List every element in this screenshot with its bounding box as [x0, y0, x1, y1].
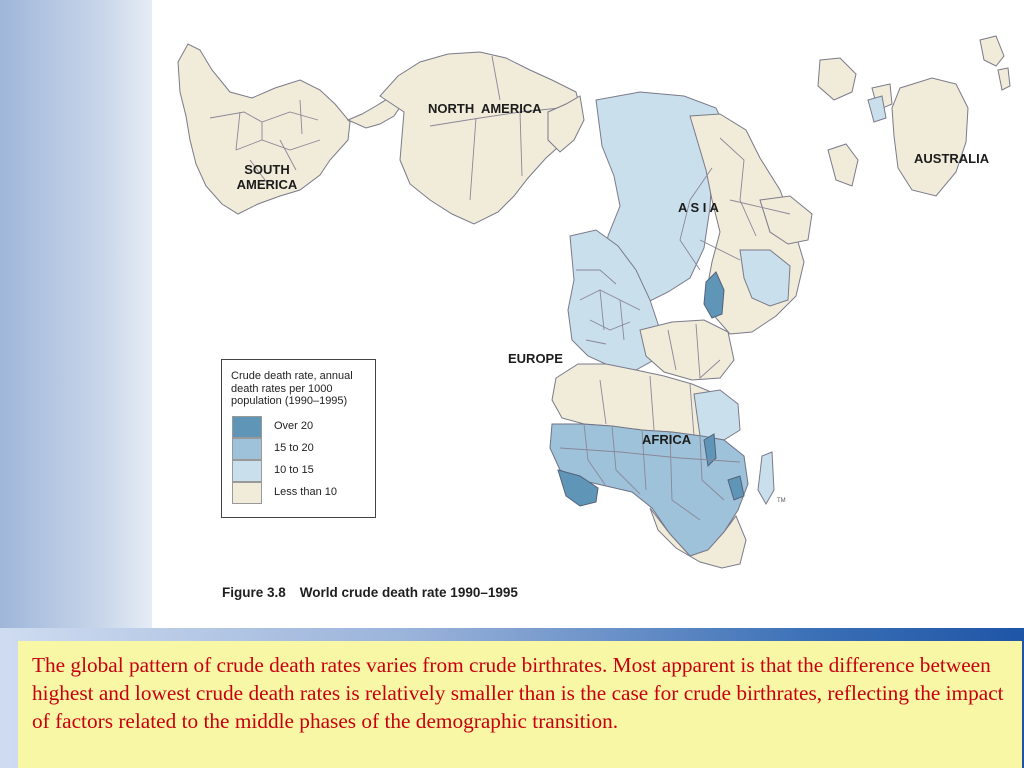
legend-label: Less than 10: [274, 486, 337, 498]
figure-number: Figure 3.8: [222, 585, 286, 600]
madagascar: [758, 452, 774, 504]
legend-label: 10 to 15: [274, 464, 314, 476]
label-asia: A S I A: [678, 200, 719, 215]
label-south-america-line2: AMERICA: [236, 177, 298, 192]
world-death-rate-map: [152, 0, 1024, 628]
legend-title: Crude death rate, annual death rates per 1000 population (1990–1995): [231, 370, 353, 407]
figure-title: World crude death rate 1990–1995: [299, 585, 518, 600]
legend-label: 15 to 20: [274, 442, 314, 454]
label-australia: AUSTRALIA: [914, 151, 990, 166]
label-africa: AFRICA: [642, 432, 692, 447]
middle-east-landmass: [640, 320, 734, 380]
label-south-america: [232, 162, 302, 192]
description-text: The global pattern of crude death rates varies from crude birthrates. Most apparent is that the difference between highest and lowest crude death rates is relatively smaller than is the case for crude birthrates, reflecting the impact of factors related to the middle phases of the demographic transition.: [32, 653, 1004, 733]
legend-label: Over 20: [274, 420, 314, 432]
legend-item: [232, 416, 372, 438]
legend-swatch-over-20: [232, 416, 262, 438]
new-zealand-islands: [980, 36, 1010, 90]
label-europe: EUROPE: [508, 351, 563, 366]
description-box: [18, 641, 1022, 768]
legend-swatch-15-to-20: [232, 438, 262, 460]
trademark-mark: TM: [777, 498, 786, 504]
east-africa-landmass: [694, 390, 740, 440]
figure-caption: [222, 585, 518, 600]
legend-item: [232, 460, 372, 482]
legend-swatch-less-than-10: [232, 482, 262, 504]
figure-panel: [152, 0, 1024, 628]
map-legend: [221, 359, 376, 518]
australia-landmass: [892, 78, 968, 196]
legend-item: [232, 438, 372, 460]
label-north-america: NORTH AMERICA: [428, 101, 542, 116]
pacific-islands: [818, 58, 892, 186]
legend-swatch-10-to-15: [232, 460, 262, 482]
label-south-america-line1: SOUTH: [244, 162, 290, 177]
legend-item: [232, 482, 372, 504]
